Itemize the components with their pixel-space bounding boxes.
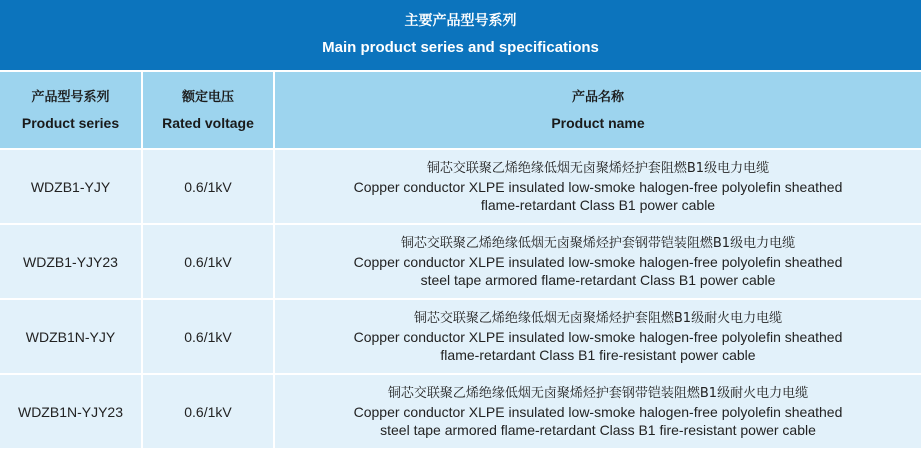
cell-product-name [274, 149, 921, 224]
product-name-en-line2: steel tape armored flame-retardant Class B1 fire-resistant power cable [380, 421, 816, 438]
product-name-en-line2: flame-retardant Class B1 power cable [480, 196, 716, 213]
header-label-en: Product name [551, 114, 645, 131]
cell-voltage: 0.6/1kV [142, 149, 274, 224]
table-body [0, 149, 921, 449]
product-name-en-line2: steel tape armored flame-retardant Class B1 power cable [420, 271, 776, 288]
header-label-en: Product series [21, 114, 120, 131]
table-header [0, 72, 921, 149]
header-label-zh: 产品型号系列 [31, 89, 110, 105]
header-label-zh: 产品名称 [571, 89, 624, 105]
product-name-zh: 铜芯交联聚乙烯绝缘低烟无卤聚烯烃护套钢带铠装阻燃B1级电力电缆 [400, 235, 796, 251]
product-name-en-line1: Copper conductor XLPE insulated low-smoke halogen-free polyolefin sheathed [353, 403, 843, 420]
table-row [0, 149, 921, 224]
cell-series: WDZB1-YJY [0, 149, 142, 224]
product-name-en-line1: Copper conductor XLPE insulated low-smoke halogen-free polyolefin sheathed [353, 328, 843, 345]
cell-voltage: 0.6/1kV [142, 299, 274, 374]
table-title-zh: 主要产品型号系列 [404, 13, 517, 29]
cell-series: WDZB1N-YJY23 [0, 374, 142, 449]
cell-voltage: 0.6/1kV [142, 224, 274, 299]
cell-product-name [274, 224, 921, 299]
product-name-zh: 铜芯交联聚乙烯绝缘低烟无卤聚烯烃护套阻燃B1级耐火电力电缆 [413, 310, 783, 326]
cell-voltage: 0.6/1kV [142, 374, 274, 449]
product-name-zh: 铜芯交联聚乙烯绝缘低烟无卤聚烯烃护套钢带铠装阻燃B1级耐火电力电缆 [387, 385, 809, 401]
product-name-en-line1: Copper conductor XLPE insulated low-smoke halogen-free polyolefin sheathed [353, 253, 843, 270]
cell-product-name [274, 374, 921, 449]
table-title-bar [0, 0, 921, 72]
header-label-zh: 额定电压 [181, 89, 234, 105]
cell-product-name [274, 299, 921, 374]
header-label-en: Rated voltage [162, 114, 254, 131]
table-row [0, 299, 921, 374]
table-title-en: Main product series and specifications [322, 39, 599, 56]
table-row [0, 224, 921, 299]
product-name-en-line1: Copper conductor XLPE insulated low-smoke halogen-free polyolefin sheathed [353, 178, 843, 195]
table-row [0, 374, 921, 449]
cell-series: WDZB1N-YJY [0, 299, 142, 374]
product-name-zh: 铜芯交联聚乙烯绝缘低烟无卤聚烯烃护套阻燃B1级电力电缆 [426, 160, 770, 176]
product-name-en-line2: flame-retardant Class B1 fire-resistant power cable [440, 346, 756, 363]
product-table [0, 72, 921, 450]
header-row [0, 72, 921, 149]
cell-series: WDZB1-YJY23 [0, 224, 142, 299]
header-product-name [274, 72, 921, 149]
header-product-series [0, 72, 142, 149]
header-rated-voltage [142, 72, 274, 149]
